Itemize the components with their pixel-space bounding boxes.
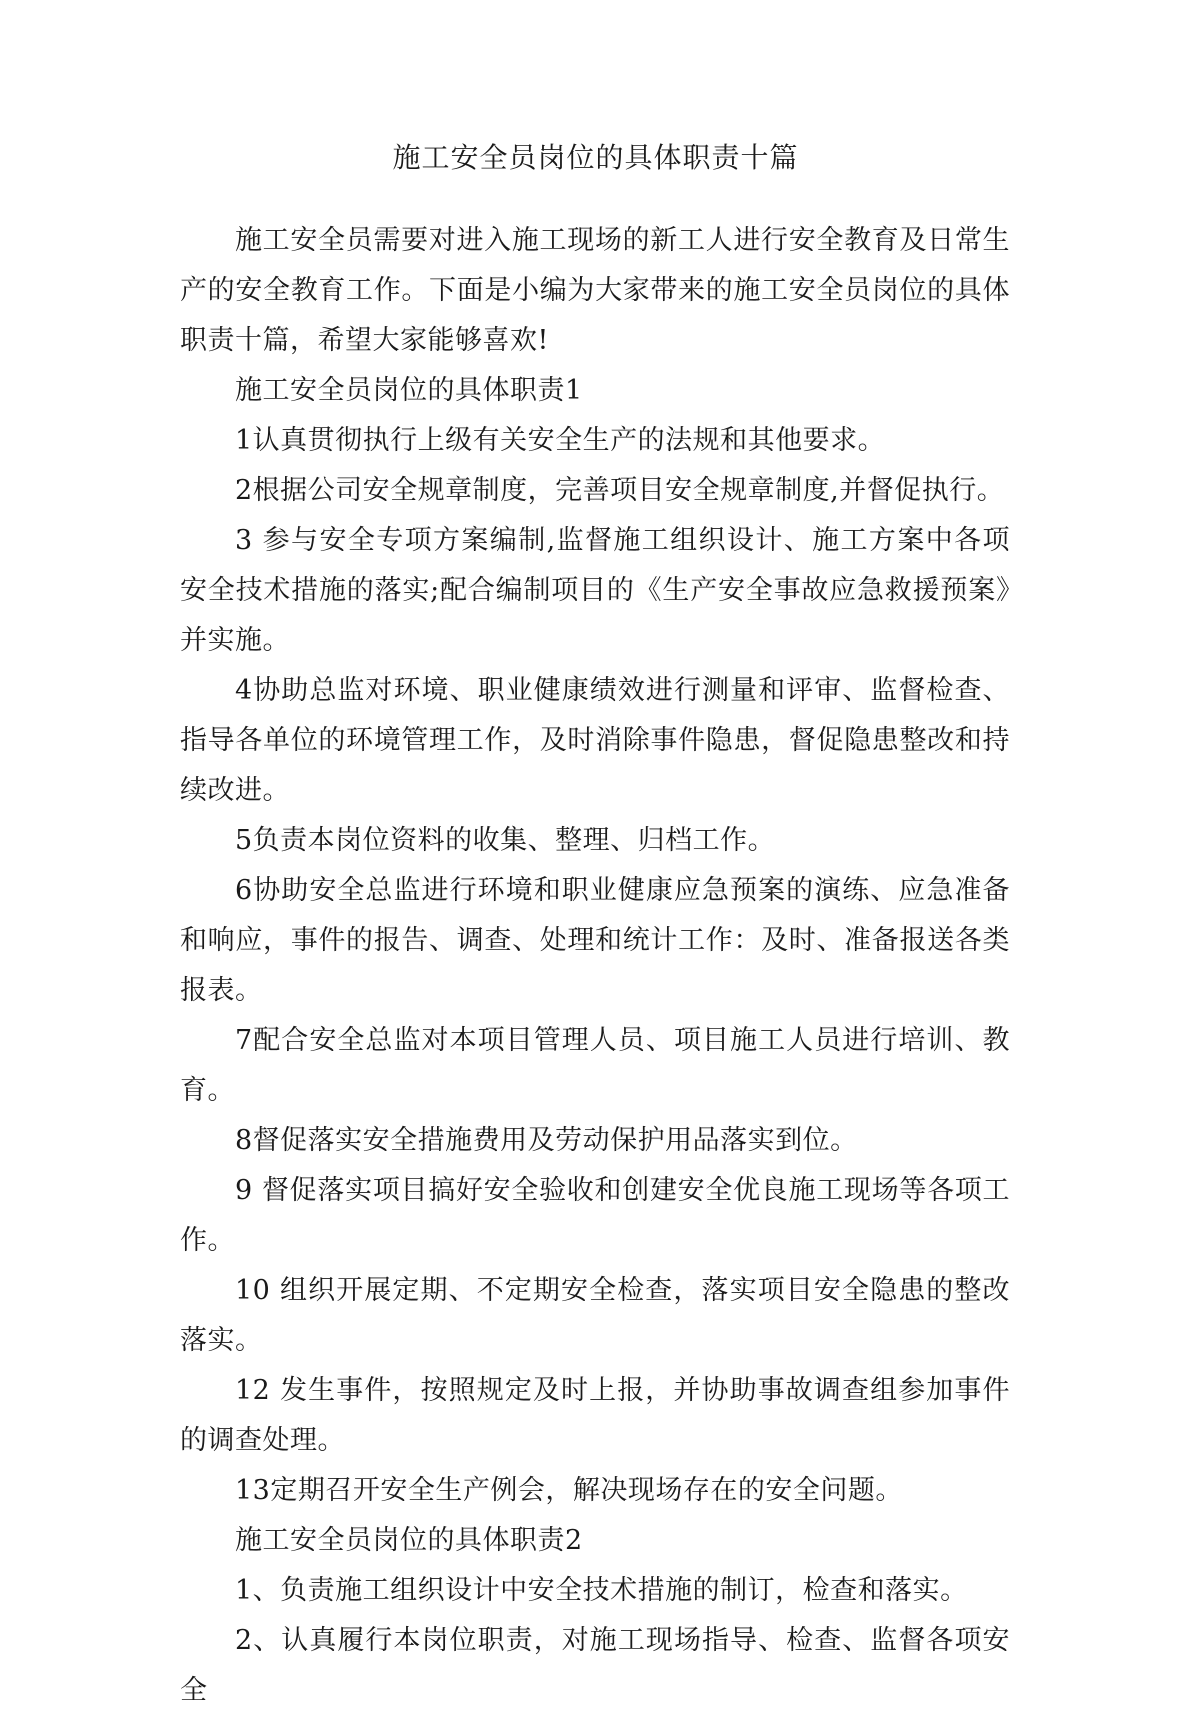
duty-item-1: 1认真贯彻执行上级有关安全生产的法规和其他要求。 — [235, 425, 886, 456]
duty-item-10: 10 组织开展定期、不定期安全检查，落实项目安全隐患的整改落实。 — [180, 1275, 1010, 1356]
section-heading-2: 施工安全员岗位的具体职责2 — [235, 1525, 583, 1556]
duty-item-2: 2根据公司安全规章制度，完善项目安全规章制度,并督促执行。 — [235, 475, 1005, 506]
duty2-item-2: 2、认真履行本岗位职责，对施工现场指导、检查、监督各项安全 — [180, 1625, 1010, 1706]
duty-item-7: 7配合安全总监对本项目管理人员、项目施工人员进行培训、教育。 — [180, 1025, 1010, 1106]
duty-item-8: 8督促落实安全措施费用及劳动保护用品落实到位。 — [235, 1125, 858, 1156]
intro-paragraph: 施工安全员需要对进入施工现场的新工人进行安全教育及日常生产的安全教育工作。下面是小编为大家带来的施工安全员岗位的具体职责十篇，希望大家能够喜欢! — [180, 225, 1010, 356]
duty-item-13: 13定期召开安全生产例会，解决现场存在的安全问题。 — [235, 1475, 903, 1506]
duty-item-5: 5负责本岗位资料的收集、整理、归档工作。 — [235, 825, 776, 856]
section-heading-1: 施工安全员岗位的具体职责1 — [235, 375, 583, 406]
document-body — [180, 216, 1010, 1716]
duty-item-4: 4协助总监对环境、职业健康绩效进行测量和评审、监督检查、指导各单位的环境管理工作，及时消除事件隐患，督促隐患整改和持续改进。 — [180, 675, 1010, 806]
document-title: 施工安全员岗位的具体职责十篇 — [392, 141, 799, 174]
duty-item-9: 9 督促落实项目搞好安全验收和创建安全优良施工现场等各项工作。 — [180, 1175, 1010, 1256]
duty-item-6: 6协助安全总监进行环境和职业健康应急预案的演练、应急准备和响应，事件的报告、调查、处理和统计工作：及时、准备报送各类报表。 — [180, 875, 1010, 1006]
duty-item-3: 3 参与安全专项方案编制,监督施工组织设计、施工方案中各项安全技术措施的落实;配合编制项目的《生产安全事故应急救援预案》并实施。 — [180, 525, 1010, 656]
duty2-item-1: 1、负责施工组织设计中安全技术措施的制订，检查和落实。 — [235, 1575, 968, 1606]
duty-item-12: 12 发生事件，按照规定及时上报，并协助事故调查组参加事件的调查处理。 — [180, 1375, 1010, 1456]
